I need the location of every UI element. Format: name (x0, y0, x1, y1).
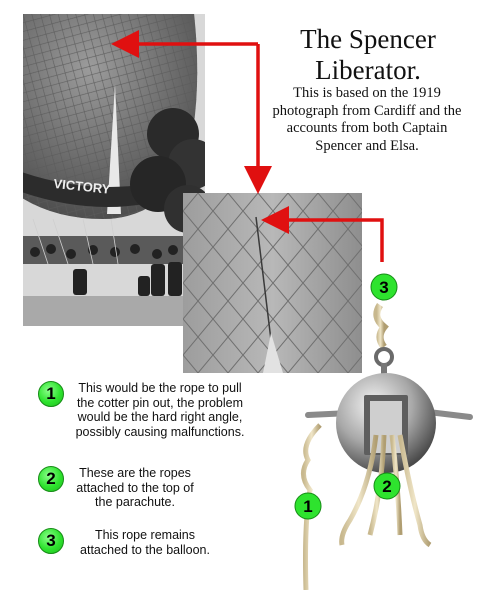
diagram-badge-2 (374, 473, 400, 499)
liberator-diagram (280, 245, 493, 590)
legend-text: These are the ropes attached to the top of the parachute. (76, 466, 194, 509)
svg-text:1: 1 (303, 497, 313, 516)
page-description: This is based on the 1919 photograph from Cardiff and the accounts from both Captain Spencer and Elsa. (272, 85, 462, 154)
number-badge: 3 (38, 528, 64, 554)
balloon-rope (377, 305, 384, 347)
legend-item-2 (38, 466, 200, 510)
diagram-badge-3 (371, 274, 397, 300)
arrow-photo1-to-photo2 (125, 44, 258, 180)
eye-bolt (376, 349, 392, 365)
legend-text: This would be the rope to pull the cotter pin out, the problem would be the hard right angle, possibly causing malfunctions. (75, 381, 245, 439)
number-badge: 2 (38, 466, 64, 492)
svg-text:3: 3 (379, 278, 389, 297)
legend-item-3 (38, 528, 220, 557)
legend-item-1 (38, 381, 250, 439)
legend-text: This rope remains attached to the balloon. (80, 528, 210, 557)
page-title: The Spencer Liberator. (300, 24, 436, 85)
svg-text:2: 2 (382, 477, 392, 496)
balloon-lettering: VICTORY (52, 175, 112, 197)
diagram-badge-1 (295, 493, 321, 519)
number-badge: 1 (38, 381, 64, 407)
